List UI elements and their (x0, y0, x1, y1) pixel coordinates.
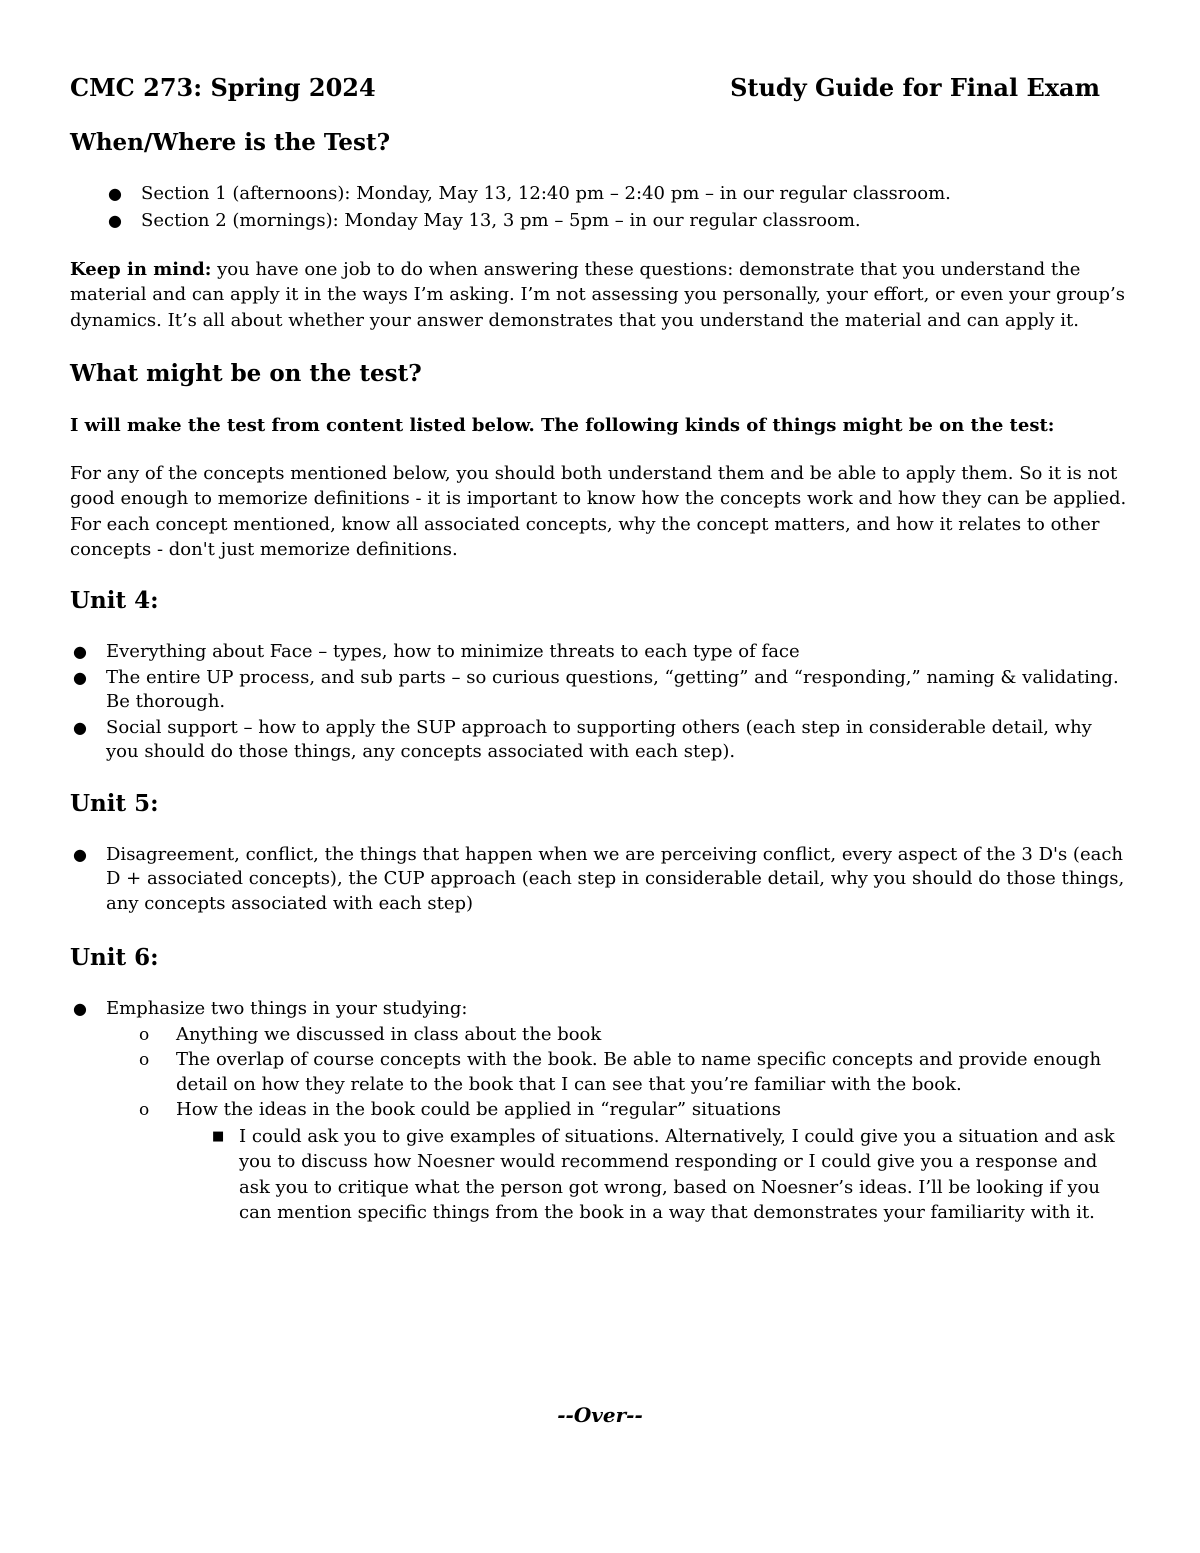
what-might-heading: What might be on the test? (70, 359, 422, 387)
when-where-list (108, 182, 1130, 233)
unit5-list (73, 843, 1130, 917)
list-item: ● Emphasize two things in your studying: o Anything we discussed in class about the book o The overlap of course concepts with the book. Be able to name specific concepts and provide enough detail on how they relate to the book that I can see that you’re familiar with the book. o How the ideas in the book could be applied in “regular” situations ■ I could ask you to give examples of situations. Alternatively, I could give you a situation and ask you to discuss how Noesner would recommend responding or I could give you a response and ask you to critique what the person got wrong, based on Noesner’s ideas. I’ll be looking if you can mention specific things from the book in a way that demonstrates your familiarity with it. (106, 997, 1130, 1226)
list-item: ● The entire UP process, and sub parts – so curious questions, “getting” and “responding,” naming & validating. Be thorough. (73, 666, 1119, 713)
when-where-heading: When/Where is the Test? (70, 129, 391, 156)
keep-in-mind-paragraph: Keep in mind: you have one job to do when answering these questions: demonstrate that you understand the material and can apply it in the ways I’m asking. I’m not assessing you personally, your effort, or even your group’s dynamics. It’s all about whether your answer demonstrates that you understand the material and can apply it. (70, 259, 1126, 331)
bullet-icon: ● (108, 210, 122, 230)
bullet-icon: ● (73, 642, 87, 662)
bullet-icon: ● (73, 844, 87, 864)
list-item: o The overlap of course concepts with the book. Be able to name specific concepts and provide enough detail on how they relate to the book that I can see that you’re familiar with the book. (139, 1049, 1102, 1095)
list-item: ● Section 2 (mornings): Monday May 13, 3 pm – 5pm – in our regular classroom. (141, 209, 1130, 234)
unit5-heading: Unit 5: (70, 789, 159, 817)
document-title: Study Guide for Final Exam (730, 73, 1100, 102)
list-item: ● Social support – how to apply the SUP approach to supporting others (each step in considerable detail, why you should do those things, any concepts associated with each step). (73, 716, 1092, 763)
list-item: ● Everything about Face – types, how to minimize threats to each type of face (106, 640, 1130, 665)
unit4-heading: Unit 4: (70, 587, 159, 615)
unit6-heading: Unit 6: (70, 944, 159, 972)
concepts-paragraph: For any of the concepts mentioned below, you should both understand them and be able to apply them. So it is not good enough to memorize definitions - it is important to know how the concepts work and how they can be applied. For each concept mentioned, know all associated concepts, why the concept matters, and how it relates to other concepts - don't just memorize definitions. (70, 463, 1127, 561)
over-footer: --Over-- (557, 1403, 643, 1427)
keep-in-mind-label: Keep in mind: (70, 259, 212, 280)
unit6-list (73, 997, 1130, 1226)
list-item: o How the ideas in the book could be applied in “regular” situations ■ I could ask you to give examples of situations. Alternatively, I could give you a situation and ask you to discuss how Noesner would recommend responding or I could give you a response and ask you to critique what the person got wrong, based on Noesner’s ideas. I’ll be looking if you can mention specific things from the book in a way that demonstrates your familiarity with it. (176, 1098, 1130, 1226)
course-title: CMC 273: Spring 2024 (70, 73, 376, 102)
bullet-icon: ● (108, 184, 122, 203)
bullet-icon: ● (73, 667, 87, 687)
square-bullet-icon: ■ (212, 1128, 225, 1144)
document-page (70, 72, 1130, 1226)
bullet-icon: ● (73, 717, 87, 737)
circle-bullet-icon: o (139, 1100, 150, 1121)
document-header (70, 72, 1100, 104)
unit4-list (73, 640, 1130, 765)
list-item: ■ I could ask you to give examples of situations. Alternatively, I could give you a situation and ask you to discuss how Noesner would recommend responding or I could give you a response and ask you to critique what the person got wrong, based on Noesner’s ideas. I’ll be looking if you can mention specific things from the book in a way that demonstrates your familiarity with it. (212, 1125, 1115, 1224)
list-item: o Anything we discussed in class about the book (176, 1023, 1130, 1048)
circle-bullet-icon: o (139, 1050, 150, 1071)
list-item: ● Section 1 (afternoons): Monday, May 13, 12:40 pm – 2:40 pm – in our regular classroom. (141, 182, 1130, 207)
list-item: ● Disagreement, conflict, the things that happen when we are perceiving conflict, every aspect of the 3 D's (each D + associated concepts), the CUP approach (each step in considerable detail, why you should do those things, any concepts associated with each step) (73, 843, 1125, 914)
unit6-subsublist (212, 1124, 1130, 1226)
bullet-icon: ● (73, 999, 87, 1019)
circle-bullet-icon: o (139, 1024, 150, 1045)
intro-bold-text: I will make the test from content listed below. The following kinds of things might be on the test: (70, 414, 1055, 436)
unit6-sublist (139, 1023, 1130, 1226)
